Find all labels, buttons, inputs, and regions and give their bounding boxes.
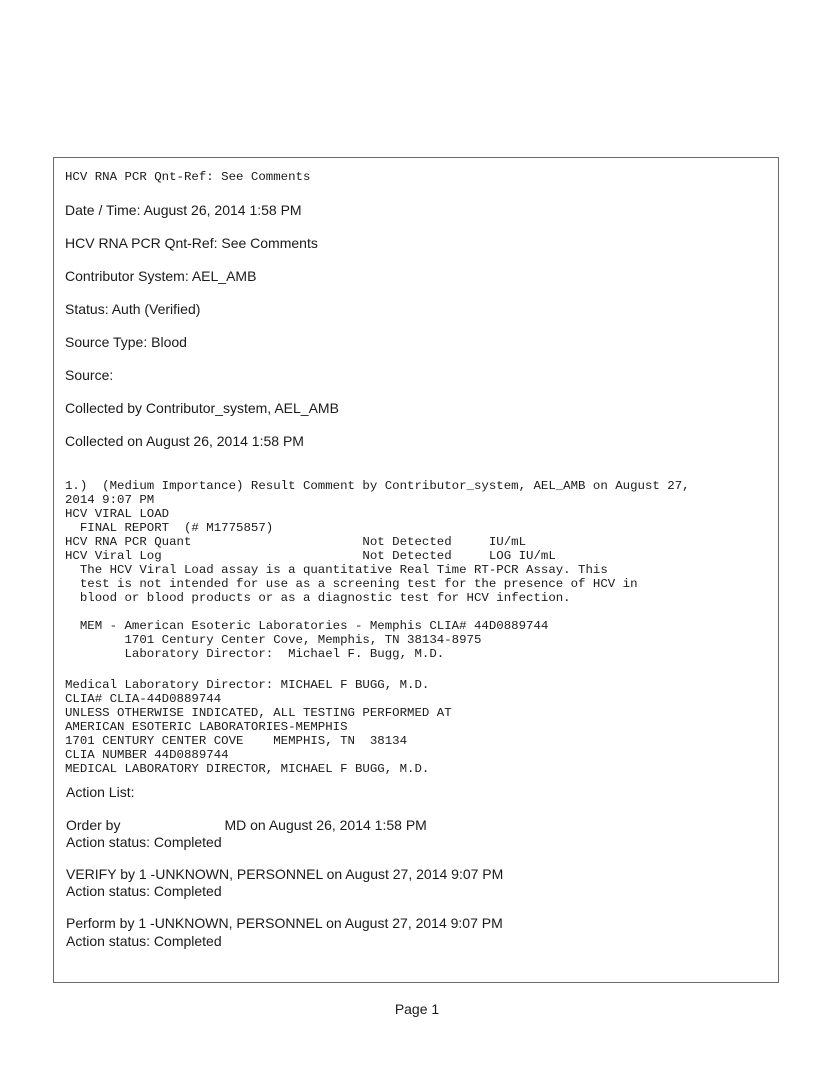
comment-line: test is not intended for use as a screening test for the presence of HCV in bbox=[65, 577, 638, 591]
report-datetime: Date / Time: August 26, 2014 1:58 PM bbox=[65, 202, 302, 218]
page-number: Page 1 bbox=[394, 1001, 440, 1017]
action-order bbox=[66, 817, 427, 833]
action-perform: Perform by 1 -UNKNOWN, PERSONNEL on August 27, 2014 9:07 PM bbox=[66, 915, 503, 931]
action-verify: VERIFY by 1 -UNKNOWN, PERSONNEL on August 27, 2014 9:07 PM bbox=[66, 866, 504, 882]
director-line: AMERICAN ESOTERIC LABORATORIES-MEMPHIS bbox=[65, 720, 348, 734]
comment-line: HCV Viral Log Not Detected LOG IU/mL bbox=[65, 549, 556, 563]
comment-line: blood or blood products or as a diagnostic test for HCV infection. bbox=[65, 591, 571, 605]
director-line: MEDICAL LABORATORY DIRECTOR, MICHAEL F BUGG, M.D. bbox=[65, 762, 430, 776]
director-block bbox=[65, 664, 452, 790]
action-order-suffix: MD on August 26, 2014 1:58 PM bbox=[224, 817, 427, 833]
comment-line: HCV RNA PCR Quant Not Detected IU/mL bbox=[65, 535, 527, 549]
action-verify-status: Action status: Completed bbox=[66, 883, 222, 899]
report-status: Status: Auth (Verified) bbox=[65, 301, 201, 317]
report-collected-on: Collected on August 26, 2014 1:58 PM bbox=[65, 433, 304, 449]
result-comment-block bbox=[65, 465, 690, 675]
director-line: 1701 CENTURY CENTER COVE MEMPHIS, TN 38134 bbox=[65, 734, 408, 748]
director-line: UNLESS OTHERWISE INDICATED, ALL TESTING PERFORMED AT bbox=[65, 706, 452, 720]
action-list-title: Action List: bbox=[66, 784, 135, 800]
report-source-type: Source Type: Blood bbox=[65, 334, 187, 350]
report-source: Source: bbox=[65, 367, 114, 383]
comment-line: HCV VIRAL LOAD bbox=[65, 507, 170, 521]
comment-line bbox=[65, 605, 690, 619]
comment-line: 1.) (Medium Importance) Result Comment by Contributor_system, AEL_AMB on August 27, bbox=[65, 479, 690, 493]
action-perform-status: Action status: Completed bbox=[66, 933, 222, 949]
comment-line: The HCV Viral Load assay is a quantitative Real Time RT-PCR Assay. This bbox=[65, 563, 608, 577]
report-header-line: HCV RNA PCR Qnt-Ref: See Comments bbox=[65, 170, 311, 184]
comment-line: 2014 9:07 PM bbox=[65, 493, 155, 507]
director-line: CLIA# CLIA-44D0889744 bbox=[65, 692, 222, 706]
director-line: Medical Laboratory Director: MICHAEL F BUGG, M.D. bbox=[65, 678, 430, 692]
action-order-prefix: Order by bbox=[66, 817, 121, 833]
comment-line: MEM - American Esoteric Laboratories - Memphis CLIA# 44D0889744 bbox=[65, 619, 549, 633]
comment-line: Laboratory Director: Michael F. Bugg, M.D. bbox=[65, 647, 445, 661]
report-collected-by: Collected by Contributor_system, AEL_AMB bbox=[65, 400, 339, 416]
report-test-name: HCV RNA PCR Qnt-Ref: See Comments bbox=[65, 235, 318, 251]
comment-line: 1701 Century Center Cove, Memphis, TN 38134-8975 bbox=[65, 633, 482, 647]
comment-line: FINAL REPORT (# M1775857) bbox=[65, 521, 274, 535]
report-contributor: Contributor System: AEL_AMB bbox=[65, 268, 257, 284]
action-order-status: Action status: Completed bbox=[66, 834, 222, 850]
director-line: CLIA NUMBER 44D0889744 bbox=[65, 748, 229, 762]
